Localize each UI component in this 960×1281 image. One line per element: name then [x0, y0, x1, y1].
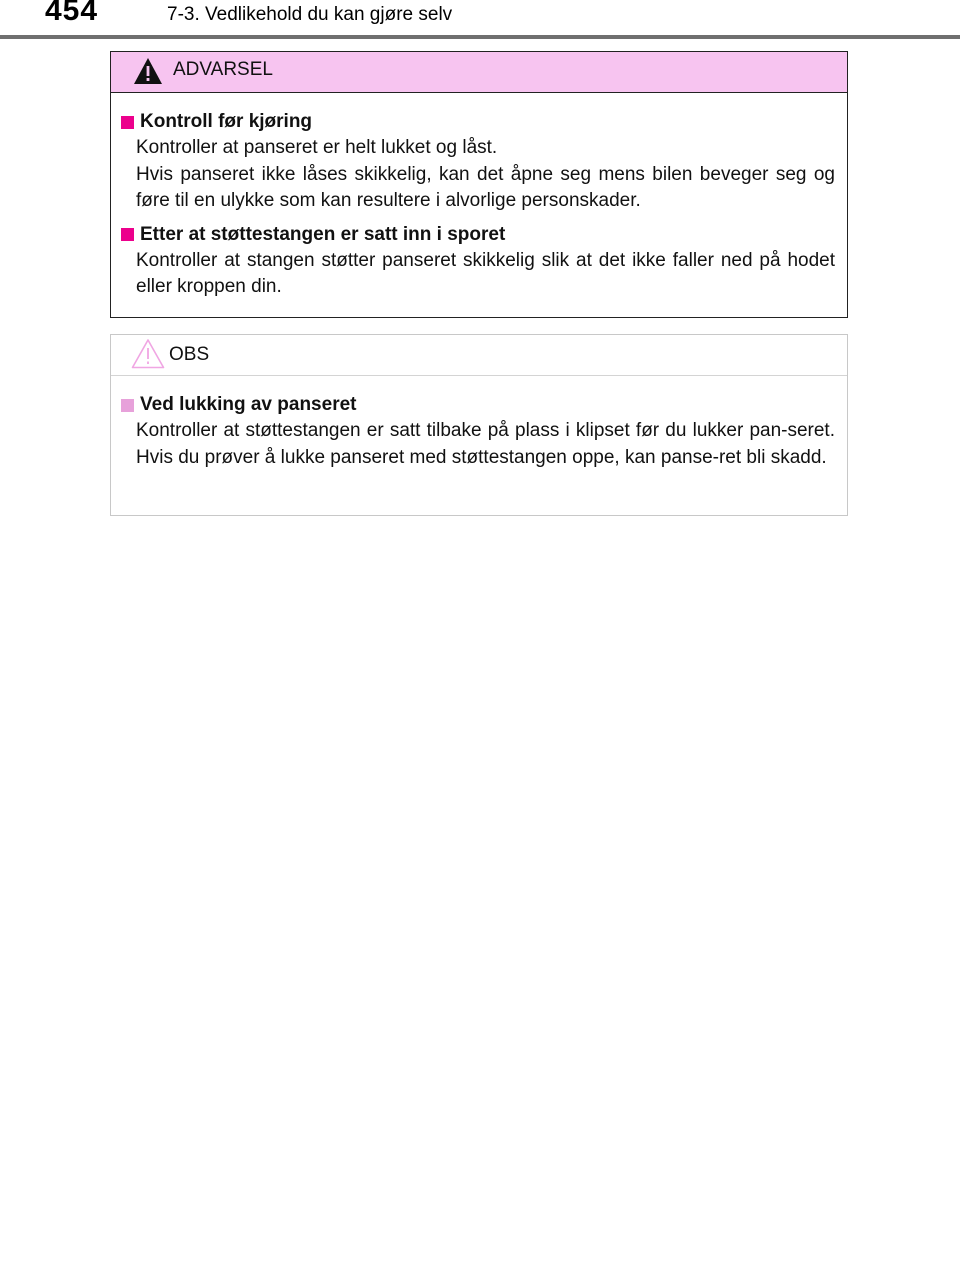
paragraph: Kontroller at stangen støtter panseret skikkelig slik at det ikke faller ned på hodet eller kroppen din.	[136, 249, 835, 297]
notice-header	[111, 335, 847, 376]
caution-triangle-icon	[131, 338, 165, 369]
notice-label: OBS	[169, 344, 210, 365]
warning-item	[121, 109, 835, 215]
notice-content	[111, 376, 847, 471]
warning-triangle-icon	[133, 57, 163, 85]
warning-box	[110, 51, 848, 318]
square-bullet-icon	[121, 228, 134, 241]
notice-item-title	[121, 392, 835, 418]
notice-item	[121, 392, 835, 471]
warning-item-body	[121, 248, 835, 301]
notice-item-title-text: Ved lukking av panseret	[140, 394, 357, 415]
square-bullet-icon	[121, 399, 134, 412]
warning-content	[111, 93, 847, 301]
warning-item-title-text: Etter at støttestangen er satt inn i sporet	[140, 223, 506, 245]
warning-item-title-text: Kontroll før kjøring	[140, 111, 313, 132]
header-rule	[0, 35, 960, 39]
notice-item-body	[121, 418, 835, 471]
section-title: 7-3. Vedlikehold du kan gjøre selv	[167, 4, 453, 25]
warning-item	[121, 222, 835, 301]
warning-item-body	[121, 135, 835, 215]
paragraph: Kontroller at panseret er helt lukket og låst.	[136, 137, 498, 158]
page-number: 454	[45, 0, 99, 27]
square-bullet-icon	[121, 116, 134, 129]
paragraph: Kontroller at støttestangen er satt tilbake på plass i klipset før du lukker pan-seret. Hvis du prøver å lukke panseret med støttestangen oppe, kan panse-ret bli skadd.	[136, 420, 835, 468]
warning-item-title	[121, 109, 835, 135]
warning-label: ADVARSEL	[173, 59, 273, 80]
warning-item-title	[121, 222, 835, 248]
notice-box	[110, 334, 848, 516]
paragraph: Hvis panseret ikke låses skikkelig, kan det åpne seg mens bilen beveger seg og føre til en ulykke som kan resultere i alvorlige personskader.	[136, 163, 835, 211]
warning-header	[111, 52, 847, 93]
